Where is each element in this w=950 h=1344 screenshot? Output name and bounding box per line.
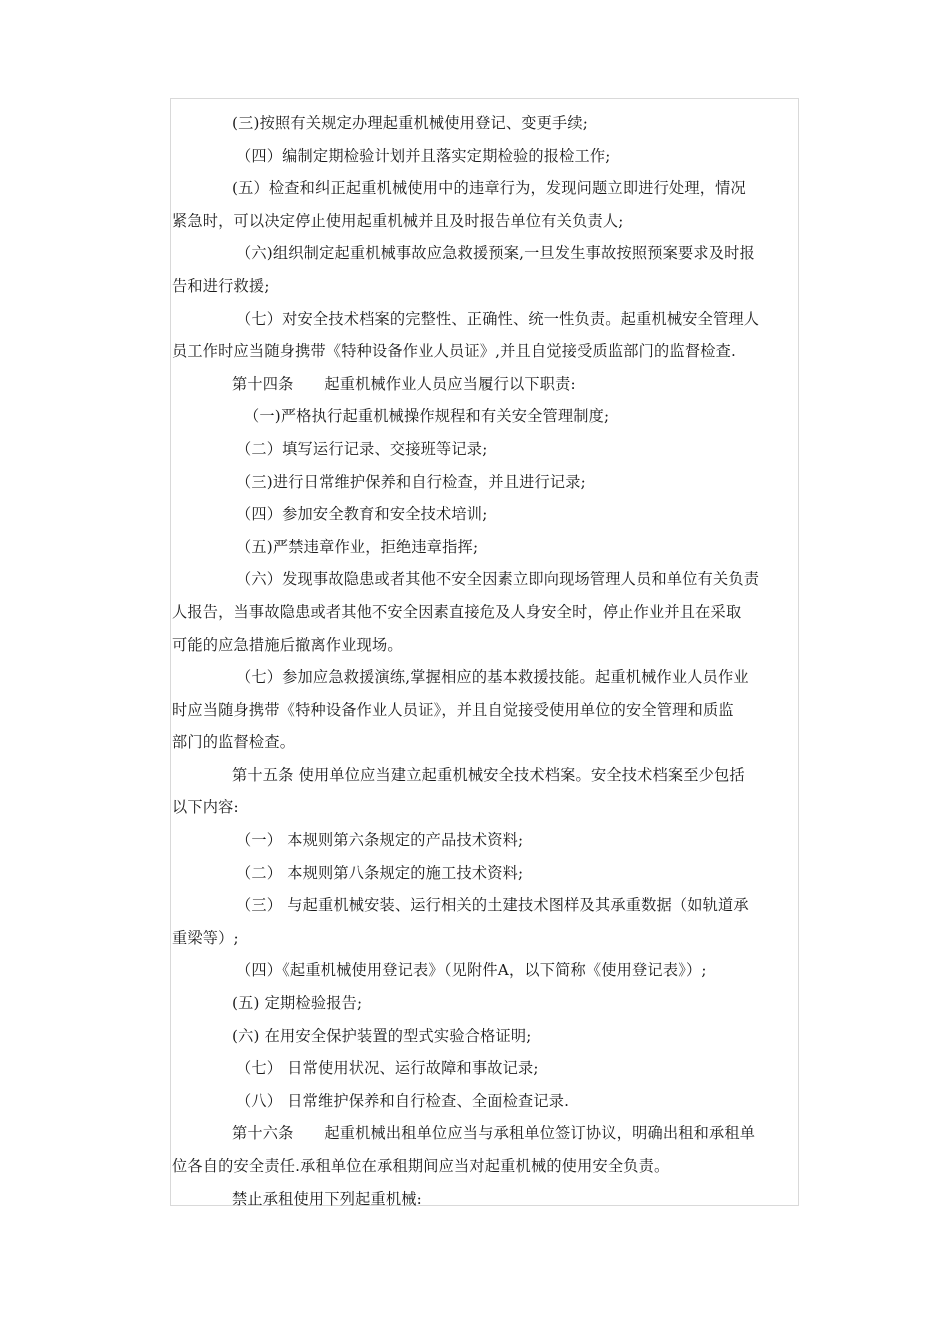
line-31: （八） 日常维护保养和自行检查、全面检查记录. <box>236 1091 570 1110</box>
line-6: 告和进行救援; <box>172 276 270 295</box>
line-2: （四）编制定期检验计划并且落实定期检验的报检工作; <box>236 146 611 165</box>
line-8: 员工作时应当随身携带《特种设备作业人员证》,并且自觉接受质监部门的监督检查. <box>172 342 737 361</box>
line-5: （六)组织制定起重机械事故应急救援预案,一旦发生事故按照预案要求及时报 <box>236 244 755 263</box>
line-21: 第十五条 使用单位应当建立起重机械安全技术档案。安全技术档案至少包括 <box>232 765 745 784</box>
line-25: （三） 与起重机械安装、运行相关的土建技术图样及其承重数据（如轨道承 <box>236 896 749 915</box>
line-24: （二） 本规则第八条规定的施工技术资料; <box>236 863 524 882</box>
line-34: 禁止承租使用下列起重机械: <box>232 1189 422 1208</box>
line-30: （七） 日常使用状况、运行故障和事故记录; <box>236 1059 539 1078</box>
document-body <box>172 110 800 1218</box>
line-15: （六）发现事故隐患或者其他不安全因素立即向现场管理人员和单位有关负责 <box>236 570 760 589</box>
line-7: （七）对安全技术档案的完整性、正确性、统一性负责。起重机械安全管理人 <box>236 309 760 328</box>
line-18: （七）参加应急救援演练,掌握相应的基本救援技能。起重机械作业人员作业 <box>236 668 749 687</box>
line-29: (六) 在用安全保护装置的型式实验合格证明; <box>232 1026 532 1045</box>
line-22: 以下内容: <box>172 798 239 817</box>
line-10: （一)严格执行起重机械操作规程和有关安全管理制度; <box>244 407 610 426</box>
line-3: (五）检查和纠正起重机械使用中的违章行为，发现问题立即进行处理，情况 <box>232 179 746 198</box>
line-13: （四）参加安全教育和安全技术培训; <box>236 505 488 524</box>
line-14: （五)严禁违章作业，拒绝违章指挥; <box>236 537 479 556</box>
line-9: 第十四条 起重机械作业人员应当履行以下职责: <box>232 374 576 393</box>
line-4: 紧急时，可以决定停止使用起重机械并且及时报告单位有关负责人; <box>172 211 624 230</box>
line-1: (三)按照有关规定办理起重机械使用登记、变更手续; <box>232 114 589 132</box>
line-20: 部门的监督检查。 <box>172 733 296 752</box>
line-12: （三)进行日常维护保养和自行检查，并且进行记录; <box>236 472 586 491</box>
line-17: 可能的应急措施后撤离作业现场。 <box>172 635 403 654</box>
line-32: 第十六条 起重机械出租单位应当与承租单位签订协议，明确出租和承租单 <box>232 1124 756 1143</box>
line-33: 位各自的安全责任.承租单位在承租期间应当对起重机械的使用安全负责。 <box>172 1157 670 1175</box>
line-11: （二）填写运行记录、交接班等记录; <box>236 439 488 458</box>
line-23: （一） 本规则第六条规定的产品技术资料; <box>236 831 524 850</box>
line-27: （四）《起重机械使用登记表》（见附件A，以下简称《使用登记表》）; <box>236 961 707 980</box>
line-26: 重梁等）; <box>172 928 239 947</box>
line-28: (五) 定期检验报告; <box>232 994 363 1013</box>
line-19: 时应当随身携带《特种设备作业人员证》，并且自觉接受使用单位的安全管理和质监 <box>172 700 734 719</box>
line-16: 人报告，当事故隐患或者其他不安全因素直接危及人身安全时，停止作业并且在采取 <box>172 602 742 621</box>
